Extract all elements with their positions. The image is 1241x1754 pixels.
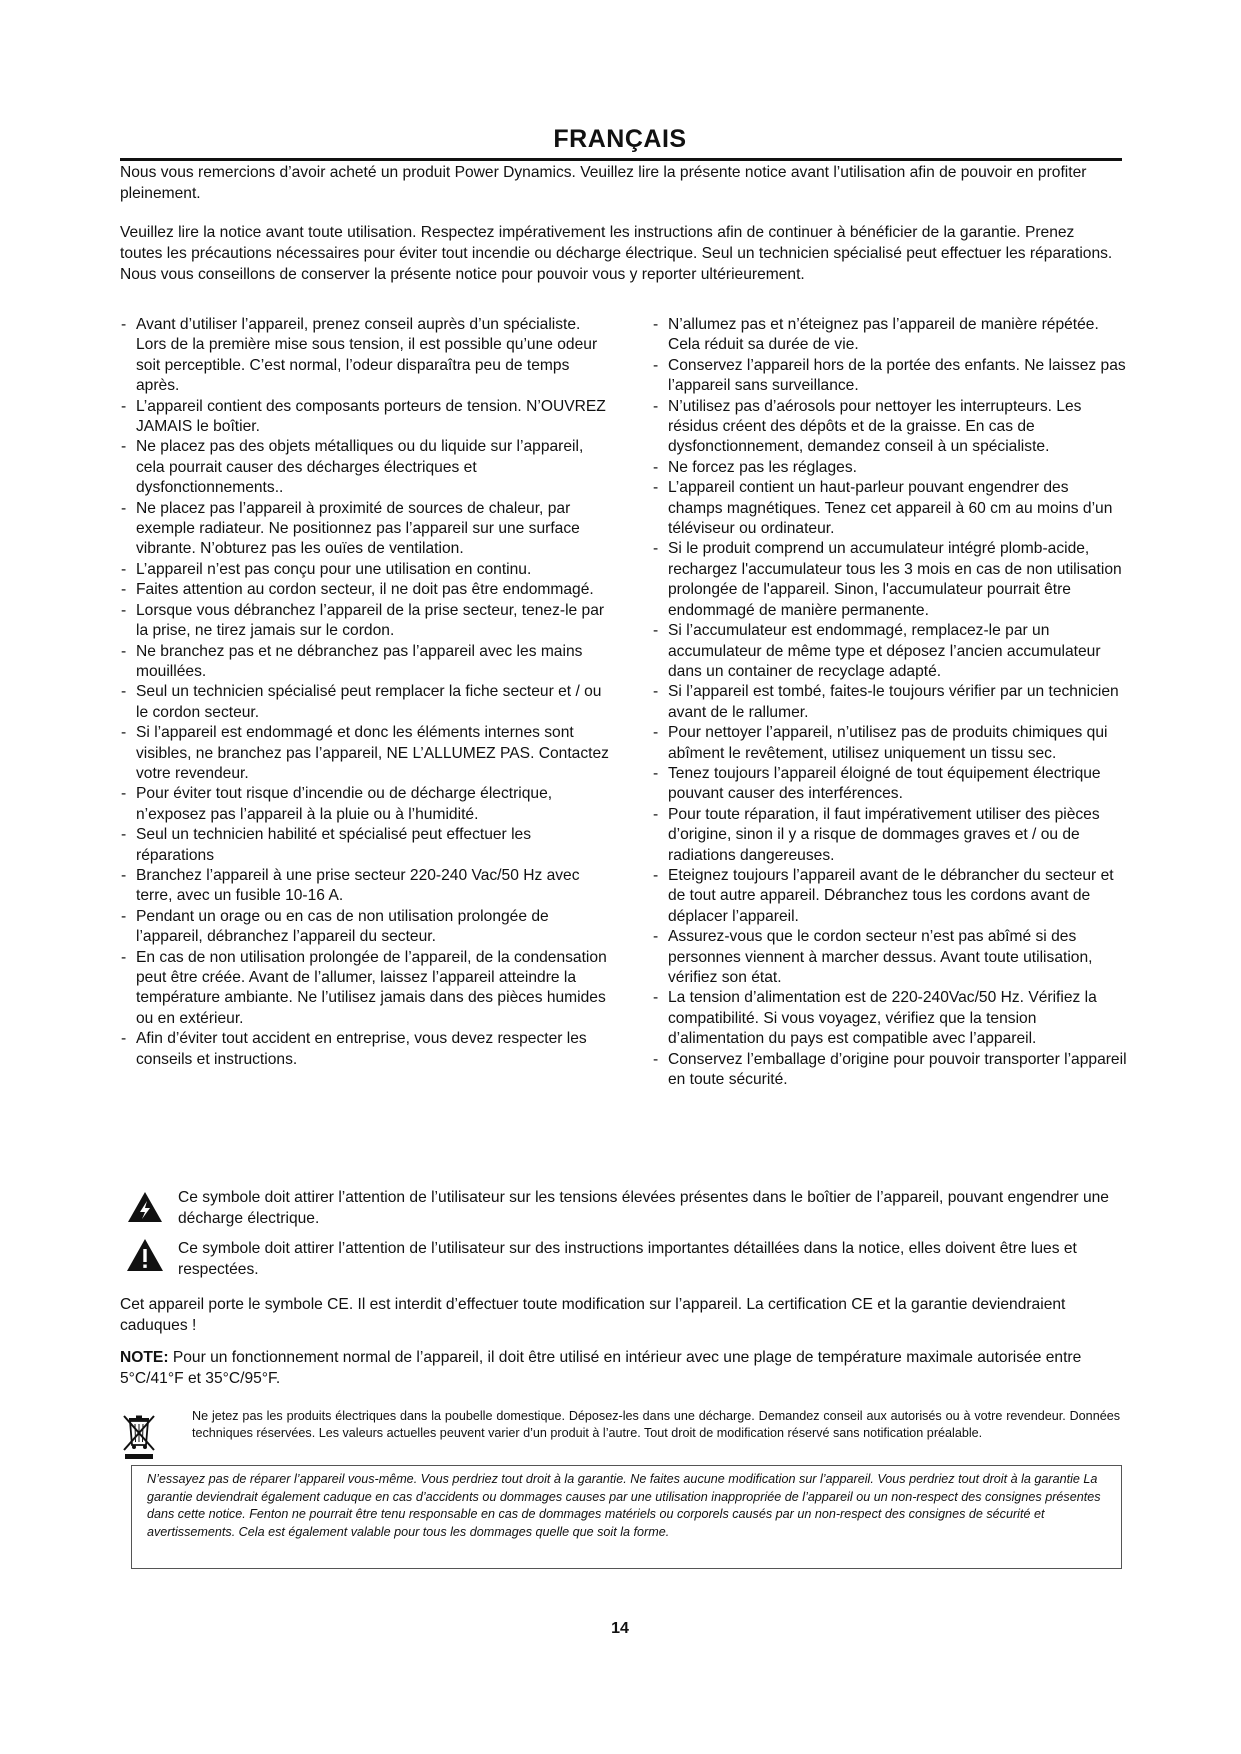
list-item: - Afin d’éviter tout accident en entreprise, vous devez respecter les conseils et instructions. — [120, 1029, 610, 1070]
ce-notice: Cet appareil porte le symbole CE. Il est interdit d’effectuer toute modification sur l’appareil. La certification CE et la garantie deviendraient caduques ! — [120, 1296, 1066, 1334]
list-item: - Conservez l’appareil hors de la portée des enfants. Ne laissez pas l’appareil sans surveillance. — [652, 356, 1127, 397]
list-item: - La tension d’alimentation est de 220-240Vac/50 Hz. Vérifiez la compatibilité. Si vous voyagez, vérifiez que la tension d’alimentation du pays est compatible avec l’appareil. — [652, 988, 1127, 1049]
list-item: - Seul un technicien spécialisé peut remplacer la fiche secteur et / ou le cordon secteur. — [120, 682, 610, 723]
list-item: - L’appareil contient un haut-parleur pouvant engendrer des champs magnétiques. Tenez cet appareil à 60 cm au moins d’un téléviseur ou ordinateur. — [652, 478, 1127, 539]
list-item: - N’allumez pas et n’éteignez pas l’appareil de manière répétée. Cela réduit sa durée de vie. — [652, 315, 1127, 356]
list-item: - Pour éviter tout risque d’incendie ou de décharge électrique, n’exposez pas l’appareil à la pluie ou à l’humidité. — [120, 784, 610, 825]
list-item: - Si le produit comprend un accumulateur intégré plomb-acide, rechargez l'accumulateur tous les 3 mois en cas de non utilisation prolongée de l'appareil. Sinon, l'accumulateur pourrait être endommagé de manière permanente. — [652, 539, 1127, 621]
list-item: - Conservez l’emballage d’origine pour pouvoir transporter l’appareil en toute sécurité. — [652, 1050, 1127, 1091]
list-item: - Ne forcez pas les réglages. — [652, 458, 1127, 478]
warranty-disclaimer-box — [131, 1465, 1122, 1569]
list-item: - Faites attention au cordon secteur, il ne doit pas être endommagé. — [120, 580, 610, 600]
page-number: 14 — [611, 1620, 629, 1637]
instructions-warning-text: Ce symbole doit attirer l’attention de l’utilisateur sur des instructions importantes détaillées dans la notice, elles doivent être lues et respectées. — [178, 1240, 1077, 1278]
list-item: - En cas de non utilisation prolongée de l’appareil, de la condensation peut être créée. Avant de l’allumer, laissez l’appareil atteindre la température ambiante. Ne l’utilisez jamais dans des pièces humides ou en extérieur. — [120, 948, 610, 1030]
list-item: - Ne placez pas l’appareil à proximité de sources de chaleur, par exemple radiateur. Ne positionnez pas l’appareil sur une surface vibrante. N’obturez pas les ouïes de ventilation. — [120, 499, 610, 560]
exclamation-warning-icon — [126, 1238, 164, 1272]
note-label: NOTE: — [120, 1349, 169, 1366]
high-voltage-warning-icon — [127, 1191, 163, 1223]
weee-crossed-bin-icon — [120, 1413, 160, 1461]
list-item: - Ne placez pas des objets métalliques ou du liquide sur l’appareil, cela pourrait causer des décharges électriques et dysfonctionnements.. — [120, 437, 610, 498]
voltage-warning-text: Ce symbole doit attirer l’attention de l’utilisateur sur les tensions élevées présentes dans le boîtier de l’appareil, pouvant engendrer une décharge électrique. — [178, 1189, 1109, 1227]
list-item: - Pendant un orage ou en cas de non utilisation prolongée de l’appareil, débranchez l’appareil du secteur. — [120, 907, 610, 948]
list-item: - Si l’accumulateur est endommagé, remplacez-le par un accumulateur de même type et déposez l’ancien accumulateur dans un container de recyclage adapté. — [652, 621, 1127, 682]
safety-list-left — [120, 315, 610, 1070]
list-item: - L’appareil n’est pas conçu pour une utilisation en continu. — [120, 560, 610, 580]
note-text: Pour un fonctionnement normal de l’appareil, il doit être utilisé en intérieur avec une plage de température maximale autorisée entre 5°C/41°F et 35°C/95°F. — [120, 1349, 1082, 1387]
list-item: - Assurez-vous que le cordon secteur n’est pas abîmé si des personnes viennent à marcher dessus. Avant toute utilisation, vérifiez son état. — [652, 927, 1127, 988]
list-item: - Lorsque vous débranchez l’appareil de la prise secteur, tenez-le par la prise, ne tirez jamais sur le cordon. — [120, 601, 610, 642]
intro-paragraph-1: Nous vous remercions d’avoir acheté un produit Power Dynamics. Veuillez lire la présente notice avant l’utilisation afin de pouvoir en profiter pleinement. — [120, 164, 1087, 202]
safety-list-right — [652, 315, 1127, 1090]
note-paragraph — [120, 1347, 1120, 1389]
warranty-disclaimer-text: N’essayez pas de réparer l’appareil vous-même. Vous perdriez tout droit à la garantie. Ne faites aucune modification sur l’appareil. Vous perdriez tout droit à la garantie La garantie deviendrait également caduque en cas d’accidents ou dommages causes par une utilisation inappropriée de l’appareil ou un non-respect des consignes présentes dans cette notice. Fenton ne pourrait être tenu responsable en cas de dommages matériels ou corporels causés par un non-respect des consignes de sécurité et avertissements. Cela est également valable pour tous les dommages quelle que soit la forme. — [147, 1472, 1101, 1539]
list-item: - Eteignez toujours l’appareil avant de le débrancher du secteur et de tout autre appareil. Débranchez tous les cordons avant de déplacer l’appareil. — [652, 866, 1127, 927]
list-item: - Seul un technicien habilité et spécialisé peut effectuer les réparations — [120, 825, 610, 866]
list-item: - N’utilisez pas d’aérosols pour nettoyer les interrupteurs. Les résidus créent des dépôts et de la graisse. En cas de dysfonctionnement, demandez conseil à un spécialiste. — [652, 397, 1127, 458]
weee-disposal-text: Ne jetez pas les produits électriques dans la poubelle domestique. Déposez-les dans une décharge. Demandez conseil aux autorisés ou à votre revendeur. Données techniques réservées. Les valeurs actuelles peuvent varier d’un produit à l’autre. Tout droit de modification réservé sans notification préalable. — [192, 1409, 1120, 1440]
list-item: - Branchez l’appareil à une prise secteur 220-240 Vac/50 Hz avec terre, avec un fusible 10-16 A. — [120, 866, 610, 907]
list-item: - Ne branchez pas et ne débranchez pas l’appareil avec les mains mouillées. — [120, 642, 610, 683]
page-title: FRANÇAIS — [553, 125, 687, 153]
title-rule — [120, 158, 1122, 161]
list-item: - Si l’appareil est endommagé et donc les éléments internes sont visibles, ne branchez pas l’appareil, NE L’ALLUMEZ PAS. Contactez votre revendeur. — [120, 723, 610, 784]
list-item: - Pour nettoyer l’appareil, n’utilisez pas de produits chimiques qui abîment le revêtement, utilisez uniquement un tissu sec. — [652, 723, 1127, 764]
list-item: - Si l’appareil est tombé, faites-le toujours vérifier par un technicien avant de le rallumer. — [652, 682, 1127, 723]
list-item: - Pour toute réparation, il faut impérativement utiliser des pièces d’origine, sinon il y a risque de dommages graves et / ou de radiations dangereuses. — [652, 805, 1127, 866]
list-item: - Avant d’utiliser l’appareil, prenez conseil auprès d’un spécialiste. Lors de la première mise sous tension, il est possible qu’une odeur soit perceptible. C’est normal, l’odeur disparaîtra peu de temps après. — [120, 315, 610, 397]
list-item: - Tenez toujours l’appareil éloigné de tout équipement électrique pouvant causer des interférences. — [652, 764, 1127, 805]
intro-paragraph-2: Veuillez lire la notice avant toute utilisation. Respectez impérativement les instructions afin de continuer à bénéficier de la garantie. Prenez toutes les précautions nécessaires pour éviter tout incendie ou décharge électrique. Seul un technicien spécialisé peut effectuer les réparations. Nous vous conseillons de conserver la présente notice pour pouvoir vous y reporter ultérieurement. — [120, 224, 1113, 283]
list-item: - L’appareil contient des composants porteurs de tension. N’OUVREZ JAMAIS le boîtier. — [120, 397, 610, 438]
